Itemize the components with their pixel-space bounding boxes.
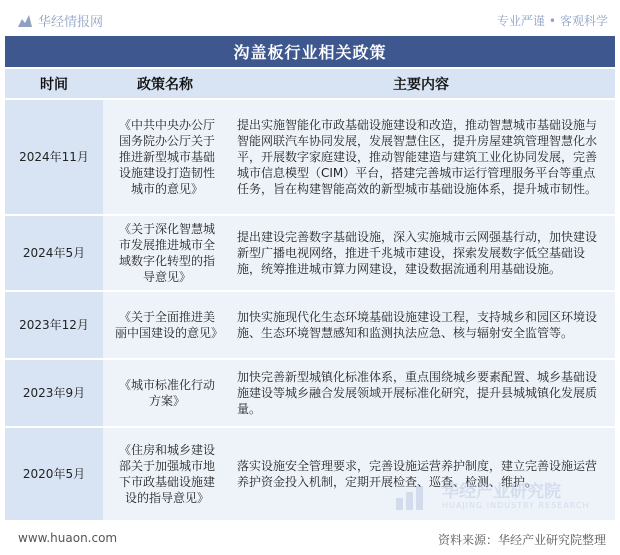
row-policy-name: 《住房和城乡建设部关于加强城市地下市政基础设施建设的指导意见》 xyxy=(103,427,227,521)
row-content: 提出实施智能化市政基础设施建设和改造，推动智慧城市基础设施与智能网联汽车协同发展，发展智慧住区，提升房屋建筑管理智慧化水平，开展数字家庭建设，推动智能建造与建筑工业化协同发展，完善城市信息模型（CIM）平台，搭建完善城市运行管理服务平台等重点任务，旨在构建智能高效的新型城市基础设施体系，提升城市韧性。 xyxy=(227,99,615,215)
row-time: 2023年9月 xyxy=(5,359,103,427)
row-content: 落实设施安全管理要求，完善设施运营养护制度，建立完善设施运营养护资金投入机制，定期开展检查、巡查、检测、维护。 xyxy=(227,427,615,521)
watermark-subtitle: HUAJING INDUSTRY RESEARCH xyxy=(442,501,590,510)
header-content: 主要内容 xyxy=(227,69,615,99)
footer xyxy=(0,521,620,555)
watermark-logo-icon xyxy=(396,484,436,510)
watermark xyxy=(396,483,590,510)
brand-logo-icon xyxy=(18,13,32,27)
row-time: 2023年12月 xyxy=(5,291,103,359)
row-time: 2024年11月 xyxy=(5,99,103,215)
policy-table xyxy=(5,69,615,522)
row-policy-name: 《中共中央办公厅国务院办公厅关于推进新型城市基础设施建设打造韧性城市的意见》 xyxy=(103,99,227,215)
bullet-dot-icon: • xyxy=(548,14,556,28)
brand xyxy=(18,11,103,29)
slogan-right: 客观科学 xyxy=(559,14,608,28)
header-time: 时间 xyxy=(5,69,103,99)
watermark-name: 华经产业研究院 xyxy=(442,482,561,502)
page-title: 沟盖板行业相关政策 xyxy=(5,36,615,67)
table-row xyxy=(5,291,615,359)
table-header-row xyxy=(5,69,615,99)
row-policy-name: 《关于全面推进美丽中国建设的意见》 xyxy=(103,291,227,359)
table-row xyxy=(5,359,615,427)
slogan-left: 专业严谨 xyxy=(496,14,545,28)
table-row xyxy=(5,99,615,215)
row-time: 2020年5月 xyxy=(5,427,103,521)
row-policy-name: 《城市标准化行动方案》 xyxy=(103,359,227,427)
table-row xyxy=(5,215,615,291)
row-content: 提出建设完善数字基础设施，深入实施城市云网强基行动，加快建设新型广播电视网络，推进千兆城市建设，探索发展数字低空基础设施，统筹推进城市算力网建设，建设数据流通利用基础设施。 xyxy=(227,215,615,291)
footer-url: www.huaon.com xyxy=(18,531,118,545)
header-policy-name: 政策名称 xyxy=(103,69,227,99)
footer-source: 资料来源：华经产业研究院整理 xyxy=(437,533,606,547)
top-bar xyxy=(0,0,620,36)
row-policy-name: 《关于深化智慧城市发展推进城市全域数字化转型的指导意见》 xyxy=(103,215,227,291)
brand-name: 华经情报网 xyxy=(38,14,104,30)
row-content: 加快完善新型城镇化标准体系，重点围绕城乡要素配置、城乡基础设施建设等城乡融合发展领域开展标准化研究，提升县城城镇化发展质量。 xyxy=(227,359,615,427)
row-time: 2024年5月 xyxy=(5,215,103,291)
row-content: 加快实施现代化生态环境基础设施建设工程，支持城乡和园区环境设施、生态环境智慧感知和监测执法应急、核与辐射安全监管等。 xyxy=(227,291,615,359)
slogan xyxy=(497,12,608,29)
